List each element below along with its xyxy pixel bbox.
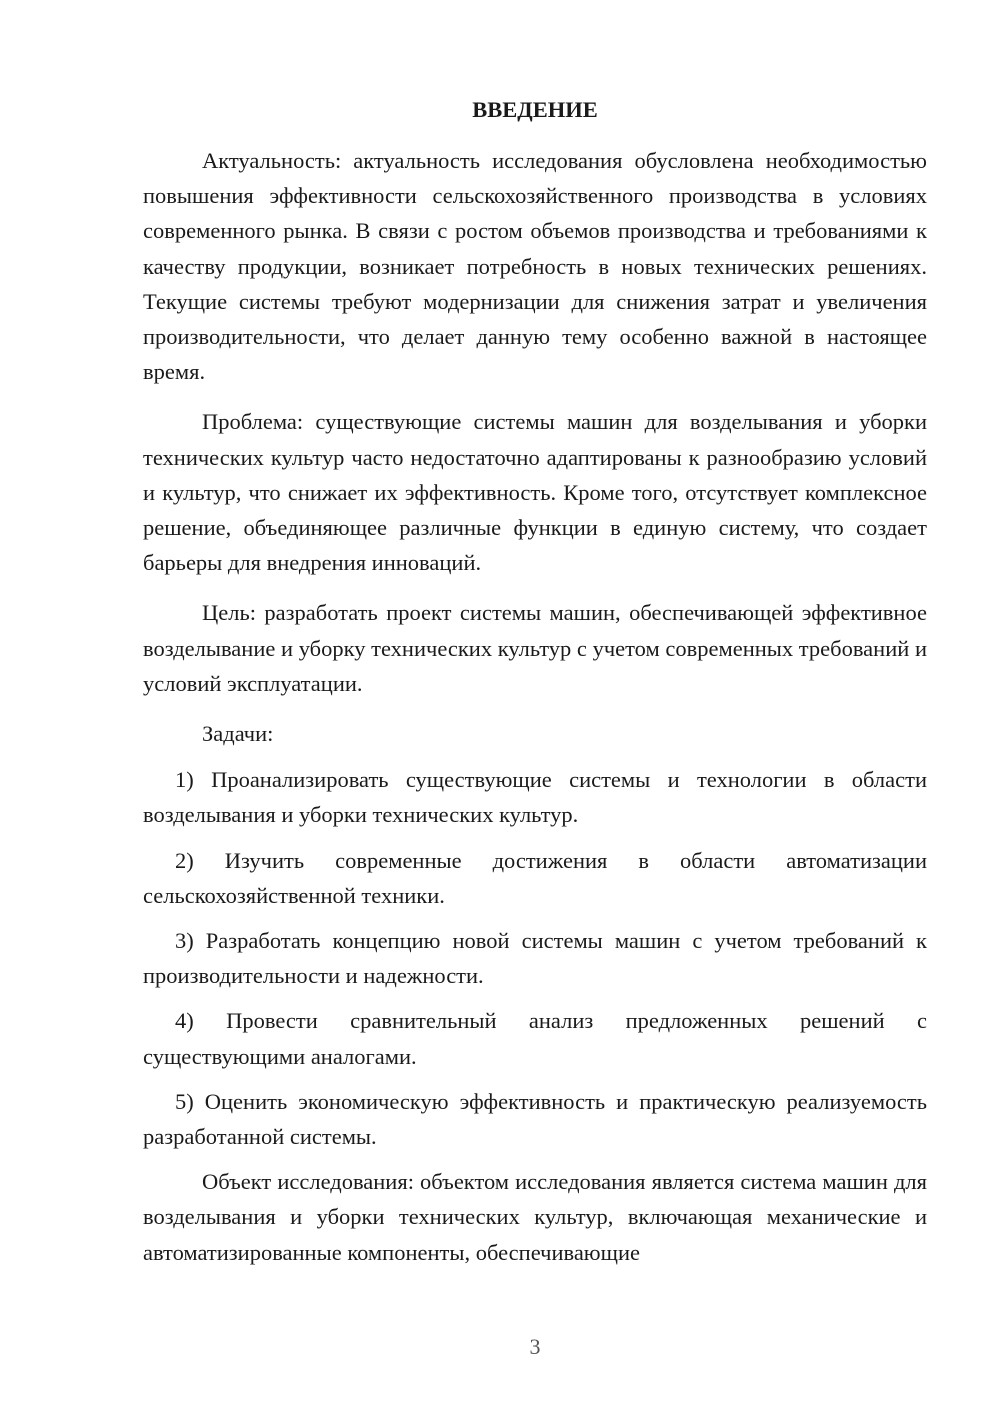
task-item-1: 1) Проанализировать существующие системы и технологии в области возделывания и уборки технических культур. <box>143 767 927 828</box>
tasks-label: Задачи: <box>202 721 274 747</box>
task-item-4: 4) Провести сравнительный анализ предложенных решений с существующими аналогами. <box>143 1008 927 1069</box>
page-number: 3 <box>529 1334 541 1359</box>
page-heading: ВВЕДЕНИЕ <box>472 97 598 122</box>
page-content <box>143 95 927 1270</box>
paragraph-problem: Проблема: существующие системы машин для возделывания и уборки технических культур часто недостаточно адаптированы к разнообразию условий и культур, что снижает их эффективность. Кроме того, отсутствует комплексное решение, объединяющее различные функции в единую систему, что создает барьеры для внедрения инноваций. <box>143 409 927 576</box>
task-item-5: 5) Оценить экономическую эффективность и практическую реализуемость разработанной системы. <box>143 1088 927 1150</box>
paragraph-goal: Цель: разработать проект системы машин, обеспечивающей эффективное возделывание и уборку технических культур с учетом современных требований и условий эксплуатации. <box>143 600 927 696</box>
tasks-list <box>143 762 927 1154</box>
paragraph-relevance: Актуальность: актуальность исследования обусловлена необходимостью повышения эффективности сельскохозяйственного производства в условиях современного рынка. В связи с ростом объемов производства и требованиями к качеству продукции, возникает потребность в новых технических решениях. Текущие системы требуют модернизации для снижения затрат и увеличения производительности, что делает данную тему особенно важной в настоящее время. <box>143 148 927 385</box>
task-item-2: 2) Изучить современные достижения в области автоматизации сельскохозяйственной техники. <box>143 847 927 908</box>
paragraph-object: Объект исследования: объектом исследования является система машин для возделывания и уборки технических культур, включающая механические и автоматизированные компоненты, обеспечивающие <box>143 1169 927 1265</box>
task-item-3: 3) Разработать концепцию новой системы машин с учетом требований к производительности и надежности. <box>143 928 927 989</box>
